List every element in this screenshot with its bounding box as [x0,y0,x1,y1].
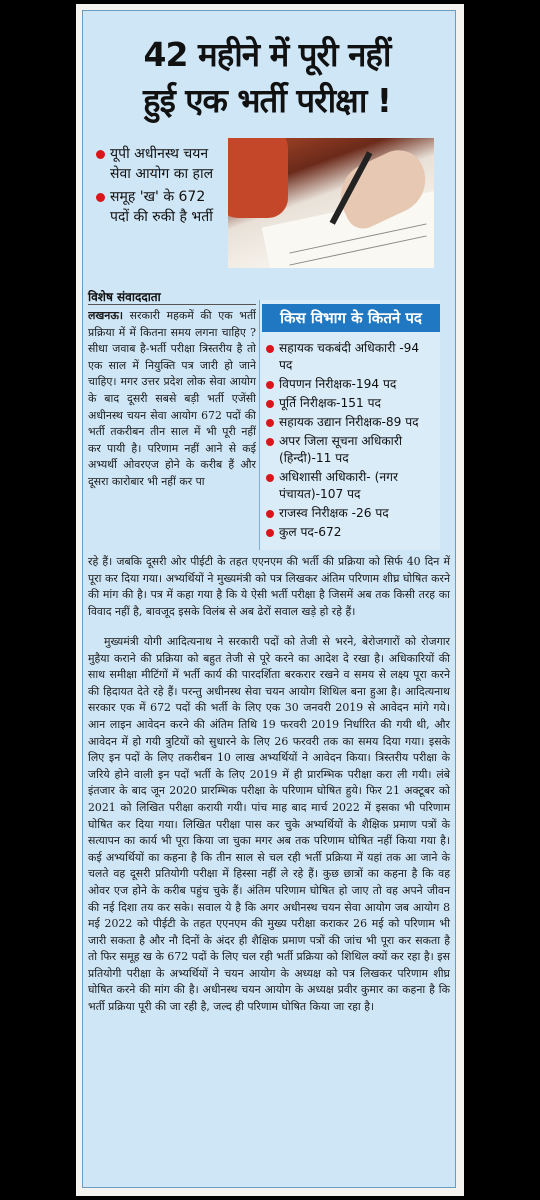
headline-line-1: 42 महीने में पूरी नहीं [143,35,391,74]
highlight-item: यूपी अधीनस्थ चयन सेवा आयोग का हाल [96,144,224,184]
bullet-icon [266,419,274,427]
bullet-icon [266,345,274,353]
newspaper-clipping [76,4,464,1196]
sidebar-item: पूर्ति निरीक्षक-151 पद [266,395,436,412]
bullet-icon [96,150,105,159]
sidebar-item: कुल पद-672 [266,524,436,541]
highlights [96,144,224,230]
exam-photo [228,138,434,268]
bullet-icon [266,474,274,482]
sidebar-item: अधिशासी अधिकारी- (नगर पंचायत)-107 पद [266,469,436,503]
sidebar-item: सहायक चकबंदी अधिकारी -94 पद [266,340,436,374]
article-paragraph-1: रहे हैं। जबकि दूसरी ओर पीईटी के तहत एएनएम की भर्ती की प्रक्रिया को सिर्फ 40 दिन में पूरा कर दिया गया। अभ्यर्थियों ने मुख्यमंत्री को पत्र लिखकर अंतिम परिणाम शीघ्र घोषित करने की मांग की है। पत्र में कहा गया है कि ये ऐसी भर्ती परीक्षा है जिसमें अब तक किसी तरह का विवाद नहीं है, बावजूद इसके विलंब से अब ढेरों सवाल खड़े हो रहे हैं। [88,555,450,618]
bullet-icon [266,438,274,446]
sidebar-item: अपर जिला सूचना अधिकारी (हिन्दी)-11 पद [266,433,436,467]
article-paragraph-2: मुख्यमंत्री योगी आदित्यनाथ ने सरकारी पदों को तेजी से भरने, बेरोजगारों को रोजगार मुहैया कराने की प्रक्रिया को बहुत तेजी से पूरे करने का आदेश दे रखा है। अधिकारियों की साथ समीक्षा मीटिंगों में भर्ती कार्य की पारदर्शिता बरकरार रखने व समय से लक्ष्य पूरा करने की हिदायत देते रहे हैं। परन्तु अधीनस्थ सेवा चयन आयोग शिथिल बना हुआ है। आदित्यनाथ सरकार एक में 672 पदों की भर्ती के लिए एक 30 जनवरी 2019 से आवेदन मांगे गये। आन लाइन आवेदन करने की अंतिम तिथि 19 फरवरी 2019 निर्धारित की गयी थी, और आवेदन में हो गयी त्रुटियों को सुधारने के लिए 26 फरवरी तक का समय दिया गया। इसके लिए इन पदों के लिए तकरीबन 10 लाख अभ्यर्थियों ने आवेदन किया। त्रिस्तरीय परीक्षा के जरिये होने वाली इन पदों भर्ती के लिए 2019 में ही प्रारम्भिक परीक्षा करा ली गयी। लंबे इंतजार के बाद जून 2020 प्रारम्भिक परीक्षा के परिणाम घोषित हुये। फिर 21 अक्टूबर को 2021 को लिखित परीक्षा करायी गयी। पांच माह बाद मार्च 2022 में इसका भी परिणाम घोषित कर दिया गया। लिखित परीक्षा पास कर चुके अभ्यर्थियों के शैक्षिक प्रमाण पत्रों के सत्यापन का कार्य भी पूरा किया जा चुका मगर अब तक परिणाम घोषित नहीं किया गया है। कई अभ्यर्थियों का कहना है कि तीन साल से चल रही भर्ती प्रक्रिया में यहां तक आ जाने के चलते वह दूसरी प्रतियोगी परीक्षा में हिस्सा नहीं ले रहे हैं। कुछ छात्रों का कहना है कि वह ओवर एज होने के करीब पहुंच चुके हैं। अंतिम परिणाम घोषित हो जाए तो वह अपने जीवन की नई दिशा तय कर सके। सवाल ये है कि अगर अधीनस्थ चयन सेवा आयोग जब आयोग 8 मई 2022 को पीईटी के तहत एएनएम की मुख्य परीक्षा कराकर 26 मई को परिणाम भी जारी सकता है और नौ दिनों के अंदर ही शैक्षिक प्रमाण पत्रों की जांच भी पूरा कर सकता है तो फिर समूह ख के 672 पदों के लिए चल रही भर्ती प्रक्रिया को शिथिल क्यों कर रहा है। इस प्रतियोगी परीक्षा के अभ्यर्थियों ने चयन आयोग के अध्यक्ष को पत्र लिखकर परिणाम शीघ्र घोषित करने की मांग की है। अधीनस्थ चयन आयोग के अध्यक्ष प्रवीर कुमार का कहना है कि भर्ती प्रक्रिया पूरी की जा रही है, जल्द ही परिणाम घोषित किया जा रहा है। [88,635,450,1014]
sidebar-item: राजस्व निरीक्षक -26 पद [266,505,436,522]
posts-sidebar [259,300,440,550]
column-paragraph: सरकारी महकमें की एक भर्ती प्रक्रिया में में कितना समय लगना चाहिए ? सीधा जवाब है-भर्ती परीक्षा त्रिस्तरीय है तो एक साल में नियुक्ति पत्र जारी हो जाने चाहिए। मगर उत्तर प्रदेश लोक सेवा आयोग के बाद दूसरी सबसे बड़ी भर्ती एजेंसी अधीनस्थ चयन सेवा आयोग 672 पदों की भर्ती तकरीबन तीन साल में भी पूरी नहीं कर पायी है। परिणाम नहीं आने से कई अभ्यर्थी ओवरएज होने के करीब हैं और दूसरा कारोबार भी नहीं कर पा [88,309,256,488]
sidebar-item: सहायक उद्यान निरीक्षक-89 पद [266,414,436,431]
sidebar-title: किस विभाग के कितने पद [262,304,440,332]
sidebar-list [266,340,436,543]
sidebar-item: विपणन निरीक्षक-194 पद [266,376,436,393]
article-column-text [88,308,256,572]
bullet-icon [266,381,274,389]
divider [88,304,256,305]
headline [90,32,444,124]
bullet-icon [266,510,274,518]
dateline: लखनऊ। [88,309,124,322]
byline: विशेष संवाददाता [88,290,161,304]
bullet-icon [96,193,105,202]
bullet-icon [266,529,274,537]
bullet-icon [266,400,274,408]
headline-line-2: हुई एक भर्ती परीक्षा ! [143,81,391,120]
highlight-item: समूह 'ख' के 672 पदों की रुकी है भर्ती [96,187,224,227]
